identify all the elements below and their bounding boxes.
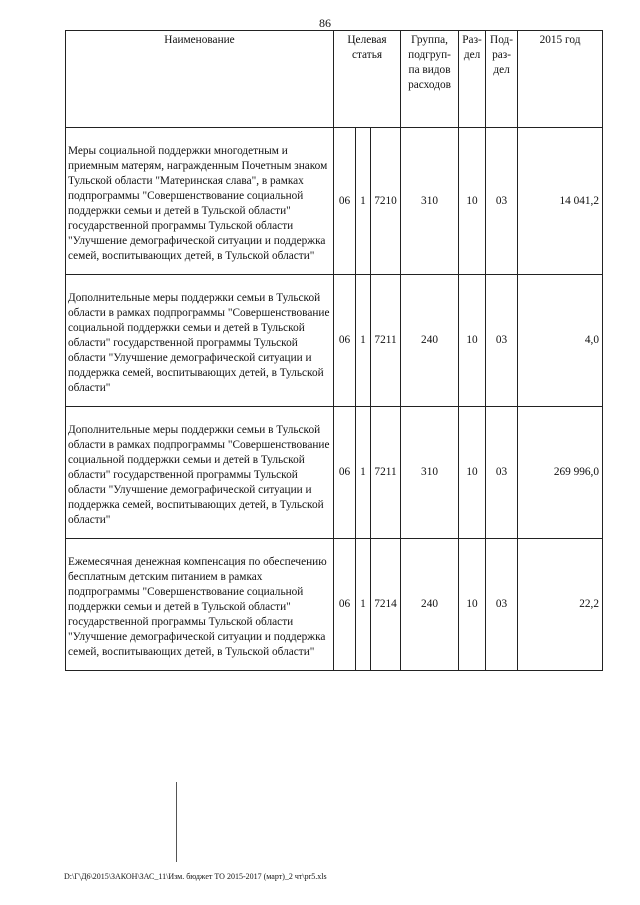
row-subprogram: 1 (356, 275, 371, 407)
header-section: Раз-дел (459, 31, 486, 128)
table-row (66, 539, 603, 671)
row-subsection: 03 (486, 128, 518, 275)
row-section: 10 (459, 539, 486, 671)
row-subsection: 03 (486, 407, 518, 539)
budget-table (65, 30, 603, 671)
row-name: Меры социальной поддержки многодетным и приемным матерям, награжденным Почетным знаком Тульской области "Материнская слава", в рамках подпрограммы "Совершенствование социальной поддержки семьи и детей в Тульской области" государственной программы Тульской области "Улучшение демографической ситуации и поддержка семей, воспитывающих детей, в Тульской области" (66, 128, 334, 275)
row-code: 7210 (371, 128, 401, 275)
row-subprogram: 1 (356, 128, 371, 275)
row-name: Дополнительные меры поддержки семьи в Тульской области в рамках подпрограммы "Совершенствование социальной поддержки семьи и детей в Тульской области" государственной программы Тульской области "Улучшение демографической ситуации и поддержка семей, воспитывающих детей, в Тульской области" (66, 275, 334, 407)
header-subsection: Под-раз-дел (486, 31, 518, 128)
table-header-row (66, 31, 603, 128)
page-number: 86 (319, 16, 331, 30)
footer-file-path: D:\Г\Д6\2015\ЗАКОН\ЗАС_11\Изм. бюджет ТО 2015-2017 (март)_2 чт\pr5.xls (64, 872, 327, 881)
table-row (66, 407, 603, 539)
row-code: 7211 (371, 407, 401, 539)
header-year: 2015 год (518, 31, 603, 128)
header-group: Группа, подгруп-па видов расходов (401, 31, 459, 128)
row-section: 10 (459, 128, 486, 275)
row-subsection: 03 (486, 275, 518, 407)
row-group: 310 (401, 128, 459, 275)
row-subprogram: 1 (356, 407, 371, 539)
row-section: 10 (459, 407, 486, 539)
row-program: 06 (334, 275, 356, 407)
header-name: Наименование (66, 31, 334, 128)
row-program: 06 (334, 539, 356, 671)
row-group: 240 (401, 275, 459, 407)
row-subprogram: 1 (356, 539, 371, 671)
table-row (66, 275, 603, 407)
scan-fold-line (176, 782, 177, 862)
row-subsection: 03 (486, 539, 518, 671)
row-section: 10 (459, 275, 486, 407)
row-amount: 269 996,0 (518, 407, 603, 539)
row-name: Ежемесячная денежная компенсация по обеспечению бесплатным детским питанием в рамках подпрограммы "Совершенствование социальной поддержки семьи и детей в Тульской области" государственной программы Тульской области "Улучшение демографической ситуации и поддержка семей, воспитывающих детей, в Тульской области" (66, 539, 334, 671)
row-name: Дополнительные меры поддержки семьи в Тульской области в рамках подпрограммы "Совершенствование социальной поддержки семьи и детей в Тульской области" государственной программы Тульской области "Улучшение демографической ситуации и поддержка семей, воспитывающих детей, в Тульской области" (66, 407, 334, 539)
header-target-article: Целевая статья (334, 31, 401, 128)
row-group: 310 (401, 407, 459, 539)
row-amount: 4,0 (518, 275, 603, 407)
row-amount: 14 041,2 (518, 128, 603, 275)
row-code: 7211 (371, 275, 401, 407)
row-group: 240 (401, 539, 459, 671)
row-amount: 22,2 (518, 539, 603, 671)
row-code: 7214 (371, 539, 401, 671)
row-program: 06 (334, 128, 356, 275)
table-row (66, 128, 603, 275)
row-program: 06 (334, 407, 356, 539)
